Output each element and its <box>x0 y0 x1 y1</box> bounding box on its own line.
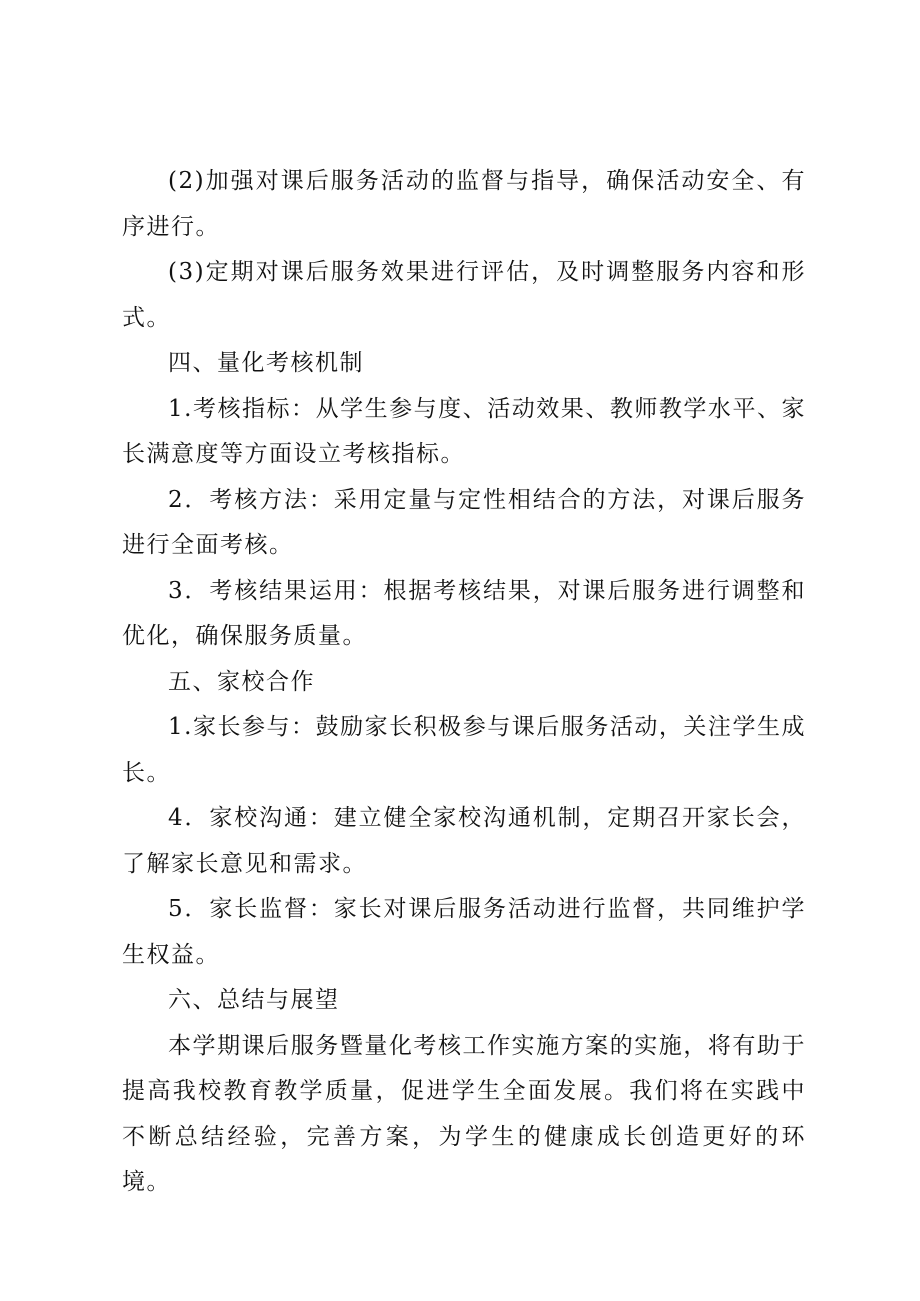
paragraph-evaluation: (3)定期对课后服务效果进行评估，及时调整服务内容和形式。 <box>122 259 806 331</box>
paragraph-home-school-communication: 4．家校沟通：建立健全家校沟通机制，定期召开家长会，了解家长意见和需求。 <box>122 805 806 877</box>
paragraph-summary: 本学期课后服务暨量化考核工作实施方案的实施，将有助于提高我校教育教学质量，促进学生全面发展。我们将在实践中不断总结经验，完善方案，为学生的健康成长创造更好的环境。 <box>122 1032 806 1195</box>
paragraph-supervision: (2)加强对课后服务活动的监督与指导，确保活动安全、有序进行。 <box>122 168 806 240</box>
paragraph-parent-participation: 1.家长参与：鼓励家长积极参与课后服务活动，关注学生成长。 <box>122 714 806 786</box>
paragraph-assessment-methods: 2．考核方法：采用定量与定性相结合的方法，对课后服务进行全面考核。 <box>122 486 806 558</box>
paragraph-parent-supervision: 5．家长监督：家长对课后服务活动进行监督，共同维护学生权益。 <box>122 896 806 968</box>
paragraph-assessment-results: 3．考核结果运用：根据考核结果，对课后服务进行调整和优化，确保服务质量。 <box>122 577 806 649</box>
paragraph-assessment-indicators: 1.考核指标：从学生参与度、活动效果、教师教学水平、家长满意度等方面设立考核指标。 <box>122 395 806 467</box>
section-heading-summary: 六、总结与展望 <box>168 987 340 1013</box>
document-body <box>122 159 806 1206</box>
section-heading-home-school: 五、家校合作 <box>168 668 315 695</box>
section-heading-assessment: 四、量化考核机制 <box>168 350 364 376</box>
